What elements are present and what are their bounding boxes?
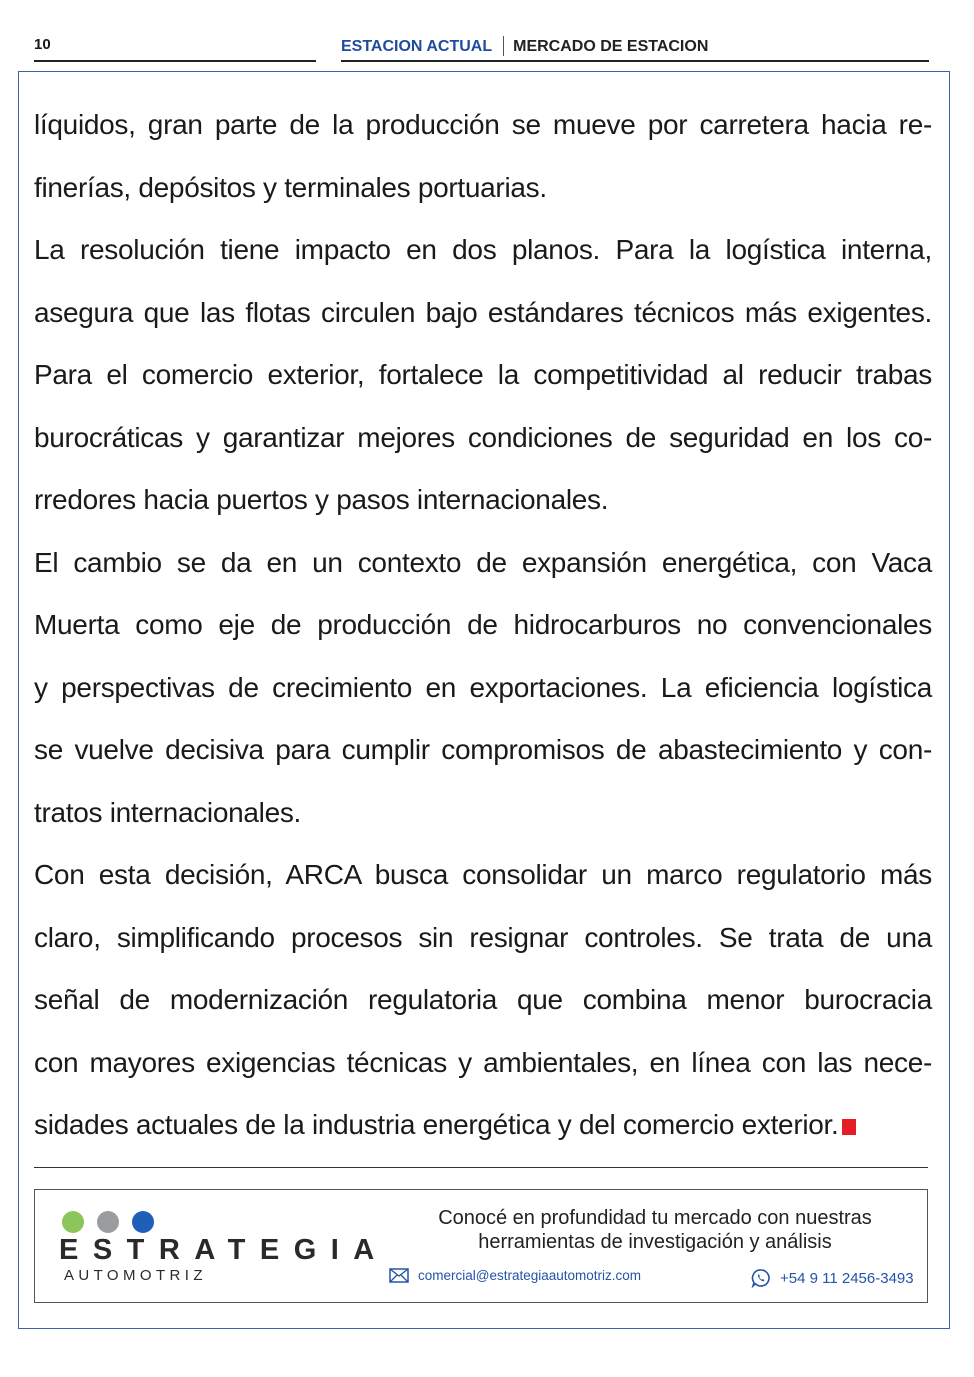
end-of-article-mark xyxy=(842,1119,856,1135)
whatsapp-icon xyxy=(751,1268,771,1288)
text-line: La resolución tiene impacto en dos planos. Para la logística interna, xyxy=(34,234,932,265)
text-line: tratos internacionales. xyxy=(34,796,302,828)
final-text: sidades actuales de la industria energética y del comercio exterior. xyxy=(34,1109,839,1140)
text-line: El cambio se da en un contexto de expansión energética, con Vaca xyxy=(34,546,932,578)
envelope-icon xyxy=(389,1268,409,1283)
page-number: 10 xyxy=(34,36,316,62)
logo-dot-blue xyxy=(132,1211,154,1233)
text-line: y perspectivas de crecimiento en exportaciones. La eficiencia logística xyxy=(34,671,932,703)
ad-tagline xyxy=(395,1206,915,1254)
running-header xyxy=(341,36,929,62)
text-line: burocráticas y garantizar mejores condiciones de seguridad en los co- xyxy=(34,421,932,453)
section-title: ESTACION ACTUAL xyxy=(341,38,493,55)
text-line-final xyxy=(34,1094,932,1157)
ad-email-text: comercial@estrategiaautomotriz.com xyxy=(418,1268,642,1283)
ad-phone-text: +54 9 11 2456-3493 xyxy=(780,1269,914,1287)
topic-title: MERCADO DE ESTACION xyxy=(513,38,709,55)
text-line: Para el comercio exterior, fortalece la competitividad al reducir trabas xyxy=(34,359,932,390)
divider-rule xyxy=(34,1167,928,1168)
advertisement-banner[interactable] xyxy=(34,1189,928,1303)
text-line: líquidos, gran parte de la producción se mueve por carretera hacia re- xyxy=(34,109,932,140)
logo-dot-green xyxy=(62,1211,84,1233)
logo-dots xyxy=(62,1211,154,1233)
text-line: con mayores exigencias técnicas y ambientales, en línea con las nece- xyxy=(34,1046,932,1078)
ad-email-link[interactable] xyxy=(389,1268,641,1283)
text-line: claro, simplificando procesos sin resignar controles. Se trata de una xyxy=(34,921,932,953)
header-divider xyxy=(503,36,504,56)
text-line: Muerta como eje de producción de hidrocarburos no convencionales xyxy=(34,609,932,640)
article-body xyxy=(34,94,932,1157)
logo-wordmark: ESTRATEGIA xyxy=(59,1234,389,1266)
text-line: se vuelve decisiva para cumplir compromisos de abastecimiento y con- xyxy=(34,734,932,765)
text-line: finerías, depósitos y terminales portuarias. xyxy=(34,171,547,203)
text-line: rredores hacia puertos y pasos internacionales. xyxy=(34,484,609,515)
ad-tagline-line-2: herramientas de investigación y análisis xyxy=(478,1231,832,1253)
text-line: señal de modernización regulatoria que combina menor burocracia xyxy=(34,984,932,1015)
logo-subtitle: AUTOMOTRIZ xyxy=(64,1267,207,1284)
logo-dot-gray xyxy=(97,1211,119,1233)
text-line: asegura que las flotas circulen bajo estándares técnicos más exigentes. xyxy=(34,296,932,328)
ad-tagline-line-1: Conocé en profundidad tu mercado con nuestras xyxy=(438,1207,872,1229)
text-line: Con esta decisión, ARCA busca consolidar un marco regulatorio más xyxy=(34,859,932,890)
ad-phone-link[interactable] xyxy=(751,1268,914,1288)
